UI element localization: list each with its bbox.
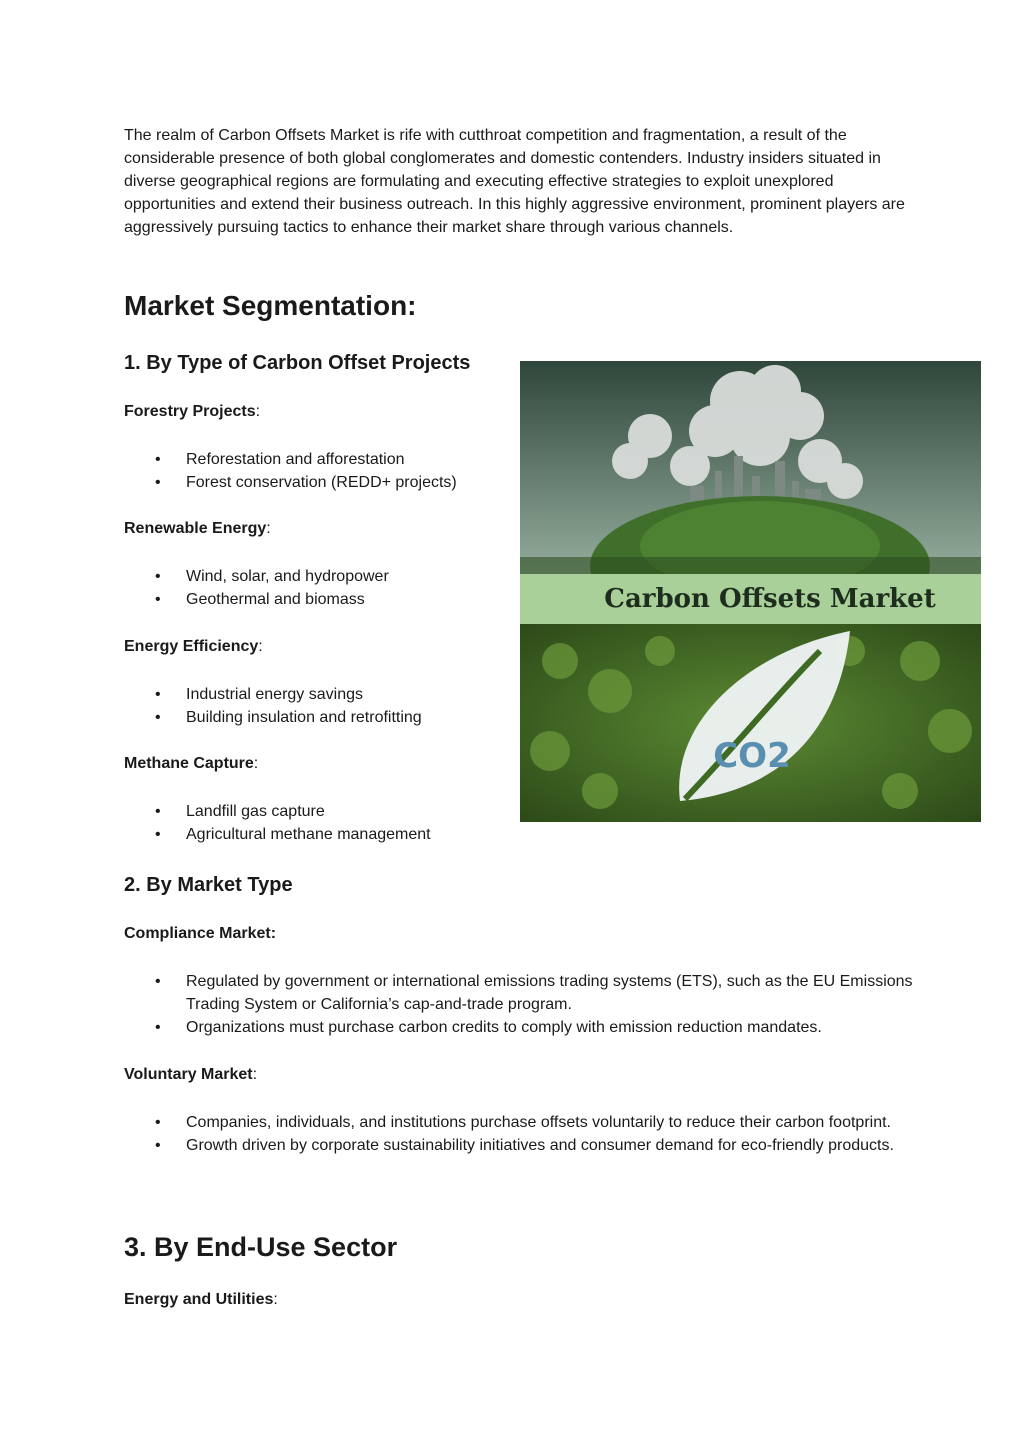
voluntary-list	[124, 1111, 914, 1157]
list-item: • Building insulation and retrofitting	[124, 706, 422, 729]
forestry-list	[124, 448, 457, 494]
list-item: • Regulated by government or international emissions trading systems (ETS), such as the EU Emissions Trading System or California’s cap-and-trade program.	[124, 970, 914, 1016]
list-item: • Landfill gas capture	[124, 800, 431, 823]
renewable-list	[124, 565, 389, 611]
efficiency-label: Energy Efficiency:	[124, 638, 263, 655]
list-item: • Reforestation and afforestation	[124, 448, 457, 471]
list-item: • Organizations must purchase carbon credits to comply with emission reduction mandates.	[124, 1016, 914, 1039]
compliance-list	[124, 970, 914, 1039]
methane-label: Methane Capture:	[124, 755, 259, 772]
renewable-label: Renewable Energy:	[124, 520, 271, 537]
list-item: • Geothermal and biomass	[124, 588, 389, 611]
methane-list	[124, 800, 431, 846]
voluntary-label: Voluntary Market:	[124, 1066, 258, 1083]
section-2-title: 2. By Market Type	[124, 874, 293, 896]
list-item: • Forest conservation (REDD+ projects)	[124, 471, 457, 494]
carbon-offsets-illustration	[520, 361, 981, 822]
list-item: • Companies, individuals, and institutions purchase offsets voluntarily to reduce their carbon footprint.	[124, 1111, 914, 1134]
list-item: • Wind, solar, and hydropower	[124, 565, 389, 588]
co2-label: CO2	[713, 736, 791, 776]
section-1-title: 1. By Type of Carbon Offset Projects	[124, 352, 471, 374]
compliance-label: Compliance Market:	[124, 925, 277, 942]
efficiency-list	[124, 683, 422, 729]
forestry-label: Forestry Projects:	[124, 403, 261, 420]
list-item: • Agricultural methane management	[124, 823, 431, 846]
section-3-title: 3. By End-Use Sector	[124, 1232, 398, 1262]
list-item: • Growth driven by corporate sustainability initiatives and consumer demand for eco-friendly products.	[124, 1134, 914, 1157]
banner-title: Carbon Offsets Market	[604, 584, 936, 614]
energy-utilities-label: Energy and Utilities:	[124, 1291, 278, 1308]
page-title: Market Segmentation:	[124, 290, 417, 321]
list-item: • Industrial energy savings	[124, 683, 422, 706]
intro-paragraph: The realm of Carbon Offsets Market is rife with cutthroat competition and fragmentation, a result of the considerable presence of both global conglomerates and domestic contenders. Industry insiders situated in diverse geographical regions are formulating and executing effective strategies to exploit unexplored opportunities and extend their business outreach. In this highly aggressive environment, prominent players are aggressively pursuing tactics to enhance their market share through various channels.	[124, 127, 905, 236]
